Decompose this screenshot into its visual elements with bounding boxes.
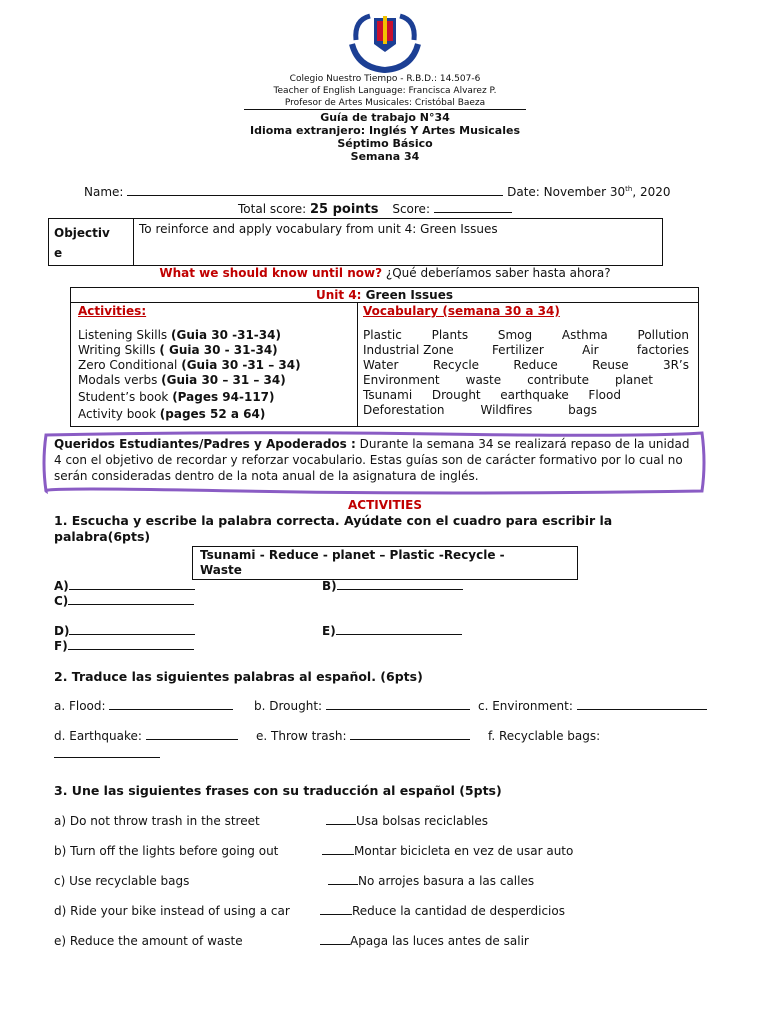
ex1-title-line-1: 1. Escucha y escribe la palabra correcta. Ayúdate con el cuadro para escribir la — [54, 513, 613, 528]
match-blank[interactable] — [328, 884, 358, 885]
match-right-3: No arrojes basura a las calles — [328, 874, 534, 888]
translate-f-field[interactable] — [54, 757, 160, 758]
school-logo — [340, 10, 430, 74]
translate-b-field[interactable] — [326, 709, 470, 710]
match-left-e: e) Reduce the amount of waste — [54, 934, 243, 948]
total-score-value: 25 points — [309, 202, 379, 217]
answer-e: E) — [322, 624, 462, 638]
match-right-1: Usa bolsas reciclables — [326, 814, 488, 828]
ex3-title: 3. Une las siguientes frases con su traducción al español (5pts) — [54, 783, 502, 798]
total-score-label: Total score: — [238, 202, 307, 216]
match-right-4: Reduce la cantidad de desperdicios — [320, 904, 565, 918]
date-label: Date: November 30 — [507, 185, 626, 199]
translate-d: d. Earthquake: — [54, 729, 238, 743]
score-row — [238, 202, 512, 217]
activities-list — [78, 328, 301, 422]
answer-f: F) — [54, 639, 194, 653]
activity-item: Student’s book (Pages 94-117) — [78, 390, 275, 404]
vocab-row: Industrial Zone Fertilizer Air factories — [363, 343, 689, 357]
guide-grade: Séptimo Básico — [337, 137, 433, 150]
header-divider — [244, 109, 526, 110]
guide-week: Semana 34 — [350, 150, 420, 163]
match-left-b: b) Turn off the lights before going out — [54, 844, 279, 858]
translate-c-field[interactable] — [577, 709, 707, 710]
name-field[interactable] — [127, 195, 503, 196]
activities-header: Activities: — [78, 304, 147, 318]
translate-f-line — [54, 743, 160, 762]
notice-box — [40, 429, 708, 497]
name-row — [84, 185, 671, 199]
vocab-row: Deforestation Wildfires bags — [363, 403, 597, 417]
translate-a-field[interactable] — [109, 709, 233, 710]
activities-title: ACTIVITIES — [348, 498, 422, 512]
notice-bold: Queridos Estudiantes/Padres y Apoderados : — [54, 437, 356, 451]
music-teacher-line: Profesor de Artes Musicales: Cristóbal Baeza — [284, 98, 486, 108]
answer-c-field[interactable] — [68, 604, 194, 605]
vocab-row: Plastic Plants Smog Asthma Pollution — [363, 328, 689, 342]
notice-text — [54, 436, 699, 484]
objective-text: To reinforce and apply vocabulary from unit 4: Green Issues — [139, 222, 498, 236]
vocab-list — [363, 328, 689, 418]
activity-item: Zero Conditional (Guia 30 -31 – 34) — [78, 358, 301, 372]
objective-label-1: Objectiv — [54, 226, 110, 240]
match-blank[interactable] — [326, 824, 356, 825]
objective-divider — [133, 219, 134, 265]
answer-c: C) — [54, 594, 194, 608]
match-blank[interactable] — [320, 944, 350, 945]
teacher-line: Teacher of English Language: Francisca Alvarez P. — [273, 86, 497, 96]
translate-d-field[interactable] — [146, 739, 238, 740]
school-line-1: Colegio Nuestro Tiempo - R.B.D.: 14.507-6 — [289, 74, 481, 84]
review-question-es: ¿Qué deberíamos saber hasta ahora? — [385, 266, 611, 280]
answer-b-field[interactable] — [337, 589, 463, 590]
match-left-d: d) Ride your bike instead of using a car — [54, 904, 290, 918]
vocab-row: Environment waste contribute planet — [363, 373, 653, 387]
translate-b: b. Drought: — [254, 699, 470, 713]
translate-c: c. Environment: — [478, 699, 707, 713]
match-blank[interactable] — [320, 914, 352, 915]
guide-title: Guía de trabajo N°34 — [320, 111, 450, 124]
score-label: Score: — [392, 202, 430, 216]
vocab-row: Water Recycle Reduce Reuse 3R’s — [363, 358, 689, 372]
objective-label — [54, 223, 110, 263]
match-blank[interactable] — [322, 854, 354, 855]
activity-item: Modals verbs (Guia 30 – 31 – 34) — [78, 373, 286, 387]
answer-a-field[interactable] — [69, 589, 195, 590]
translate-e: e. Throw trash: — [256, 729, 470, 743]
vocab-header: Vocabulary (semana 30 a 34) — [363, 304, 560, 318]
ex1-title-line-2: palabra(6pts) — [54, 529, 151, 544]
word-box-line-1: Tsunami - Reduce - planet – Plastic -Recycle - — [200, 548, 505, 562]
guide-subject: Idioma extranjero: Inglés Y Artes Musicales — [250, 124, 520, 137]
word-box-text — [200, 548, 505, 578]
score-field[interactable] — [434, 212, 512, 213]
date-sup: th — [625, 185, 633, 193]
activity-item: Activity book (pages 52 a 64) — [78, 407, 266, 421]
unit-title — [71, 288, 698, 302]
answer-b: B) — [322, 579, 463, 593]
match-right-5: Apaga las luces antes de salir — [320, 934, 529, 948]
translate-e-field[interactable] — [350, 739, 470, 740]
notice-body: Durante la semana 34 se realizará repaso de la unidad 4 con el objetivo de recordar y reforzar vocabulario. Estas guías son de carácter formativo por lo cual no serán consideradas dentro de la nota anual de la asignatura de inglés. — [54, 437, 690, 483]
activity-item: Writing Skills ( Guia 30 - 31-34) — [78, 343, 278, 357]
answer-d: D) — [54, 624, 195, 638]
objective-box — [48, 218, 663, 266]
unit-name: Green Issues — [365, 288, 453, 302]
match-left-c: c) Use recyclable bags — [54, 874, 190, 888]
review-col-divider — [357, 302, 358, 426]
match-left-a: a) Do not throw trash in the street — [54, 814, 260, 828]
answer-f-field[interactable] — [68, 649, 194, 650]
vocab-row: Tsunami Drought earthquake Flood — [363, 388, 621, 402]
word-box — [192, 546, 578, 580]
word-box-line-2: Waste — [200, 563, 242, 577]
objective-label-2: e — [54, 246, 63, 260]
name-label: Name: — [84, 185, 124, 199]
answer-e-field[interactable] — [336, 634, 462, 635]
date-year: , 2020 — [632, 185, 671, 199]
ex2-title: 2. Traduce las siguientes palabras al español. (6pts) — [54, 669, 423, 684]
answer-d-field[interactable] — [69, 634, 195, 635]
review-question-en: What we should know until now? — [159, 266, 383, 280]
review-question — [0, 266, 770, 280]
ex1-title — [54, 513, 612, 545]
answer-a: A) — [54, 579, 195, 593]
review-table — [70, 287, 699, 427]
unit-prefix: Unit 4: — [316, 288, 362, 302]
translate-a: a. Flood: — [54, 699, 233, 713]
match-right-2: Montar bicicleta en vez de usar auto — [322, 844, 573, 858]
translate-f: f. Recyclable bags: — [488, 729, 601, 743]
review-row-divider — [71, 302, 698, 303]
activity-item: Listening Skills (Guia 30 -31-34) — [78, 328, 281, 342]
